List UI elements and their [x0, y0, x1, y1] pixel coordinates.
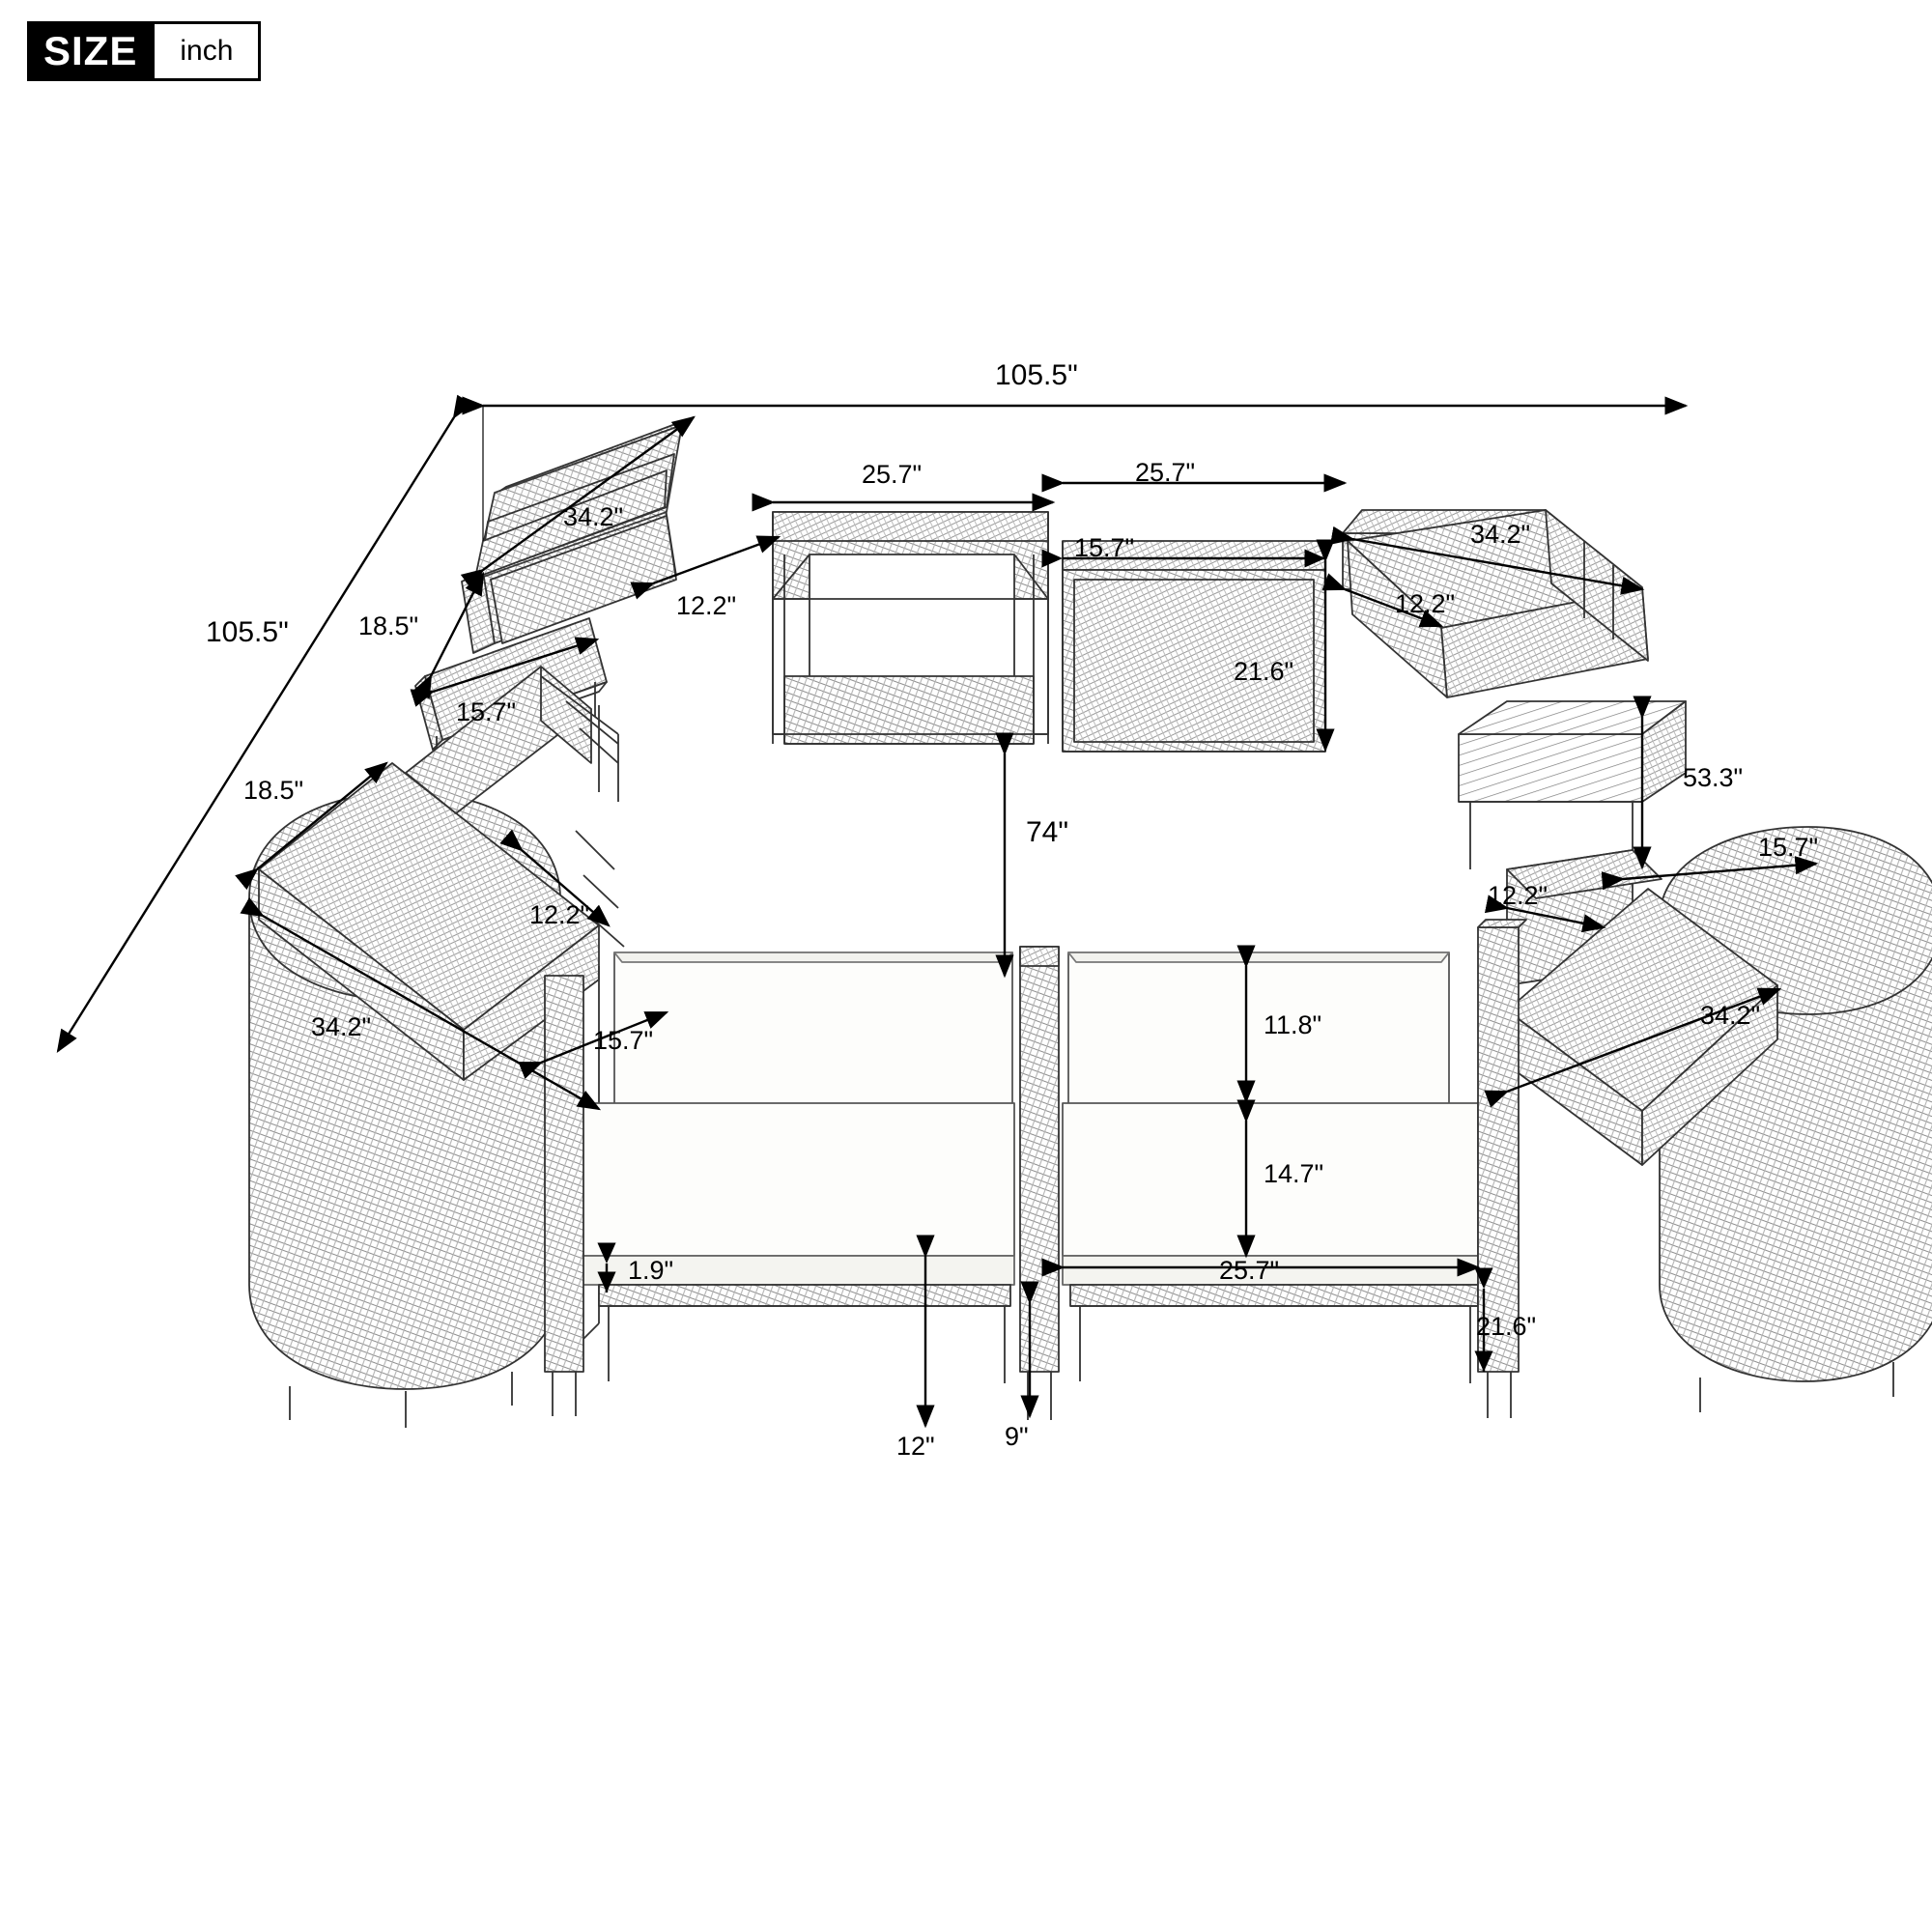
dim-left-lower-table: 15.7"	[593, 1026, 654, 1055]
dim-right-seat-depth-bottom: 12.2"	[1488, 881, 1548, 910]
dim-right-seat-depth-top: 12.2"	[1395, 589, 1456, 618]
dim-leg-height: 9"	[1005, 1422, 1029, 1451]
dim-corner-front-left: 34.2"	[311, 1012, 372, 1041]
dim-back-table-width: 15.7"	[1074, 533, 1135, 562]
dim-canopy-height: 74"	[1026, 816, 1069, 848]
dim-front-seat-width: 25.7"	[1219, 1256, 1280, 1285]
dim-seat-height: 12"	[896, 1432, 935, 1461]
dim-back-seat-left: 25.7"	[862, 460, 923, 489]
dim-back-seat-right: 25.7"	[1135, 458, 1196, 487]
dim-corner-back-left: 34.2"	[563, 502, 624, 531]
dim-back-table-height: 21.6"	[1234, 657, 1294, 686]
size-badge-label: SIZE	[30, 24, 155, 78]
dim-left-small-table: 15.7"	[456, 697, 517, 726]
dim-left-arm-depth-bottom: 18.5"	[243, 776, 304, 805]
size-badge-unit: inch	[155, 24, 258, 78]
dim-overall-width: 105.5"	[995, 359, 1078, 391]
dim-right-side-length: 53.3"	[1683, 763, 1744, 792]
dim-corner-front-right: 34.2"	[1700, 1001, 1761, 1030]
dim-corner-back-right: 34.2"	[1470, 520, 1531, 549]
dim-back-cushion-height: 11.8"	[1264, 1010, 1322, 1039]
dim-right-small-table: 15.7"	[1758, 833, 1819, 862]
dim-seat-thickness: 1.9"	[628, 1256, 674, 1285]
dim-left-arm-depth-top: 18.5"	[358, 611, 419, 640]
dim-seat-back-height: 14.7"	[1264, 1159, 1324, 1188]
dim-left-seat-depth-top: 12.2"	[676, 591, 737, 620]
dim-overall-depth: 105.5"	[206, 616, 289, 648]
dim-right-arm-height: 21.6"	[1476, 1312, 1537, 1341]
dim-left-seat-depth-bottom: 12.2"	[529, 900, 590, 929]
